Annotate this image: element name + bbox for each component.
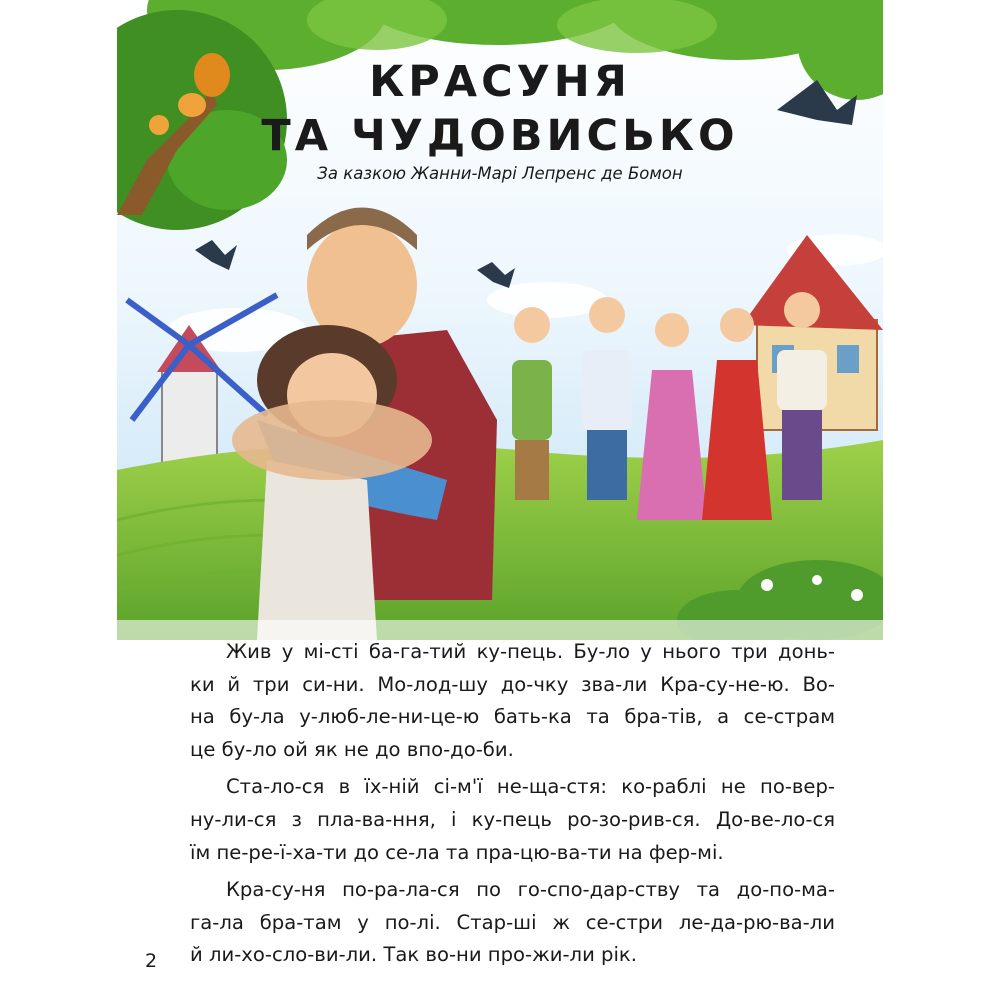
text-line: га-ла бра-там у по-лі. Стар-ші ж се-стри ле-да-рю-ва-ли bbox=[190, 910, 835, 934]
text-line: Жив у мі-сті ба-га-тий ку-пець. Бу-ло у нього три донь- bbox=[226, 640, 835, 663]
page-number: 2 bbox=[145, 950, 158, 972]
paragraph-1 bbox=[190, 636, 835, 766]
story-subtitle: За казкою Жанни-Марі Лепренс де Бомон bbox=[317, 164, 683, 183]
text-line: ну-ли-ся з пла-ва-ння, і ку-пець ро-зо-рив-ся. До-ве-ло-ся bbox=[190, 807, 835, 831]
text-line: це бу-ло ой як не до впо-до-би. bbox=[190, 737, 514, 761]
text-line: й ли-хо-сло-ви-ли. Так во-ни про-жи-ли рік. bbox=[190, 943, 637, 967]
text-line: на бу-ла у-люб-ле-ни-це-ю бать-ка та бра-тів, а се-страм bbox=[190, 705, 835, 729]
story-text bbox=[190, 636, 835, 972]
paragraph-3 bbox=[190, 874, 835, 972]
paragraph-2 bbox=[190, 771, 835, 869]
text-line: їм пе-ре-ї-ха-ти до се-ла та пра-цю-ва-ти на фер-мі. bbox=[190, 840, 724, 864]
text-line: Кра-су-ня по-ра-ла-ся по го-спо-дар-ству та до-по-ма- bbox=[226, 878, 835, 902]
title-line-2: ТА ЧУДОВИСЬКО bbox=[261, 111, 739, 161]
story-title bbox=[117, 55, 883, 163]
text-line: Ста-ло-ся в їх-ній сі-м'ї не-ща-стя: ко-раблі не по-вер- bbox=[226, 775, 835, 799]
title-line-1: КРАСУНЯ bbox=[369, 57, 631, 107]
text-line: ки й три си-ни. Мо-лод-шу до-чку зва-ли Кра-су-не-ю. Во- bbox=[190, 672, 835, 696]
